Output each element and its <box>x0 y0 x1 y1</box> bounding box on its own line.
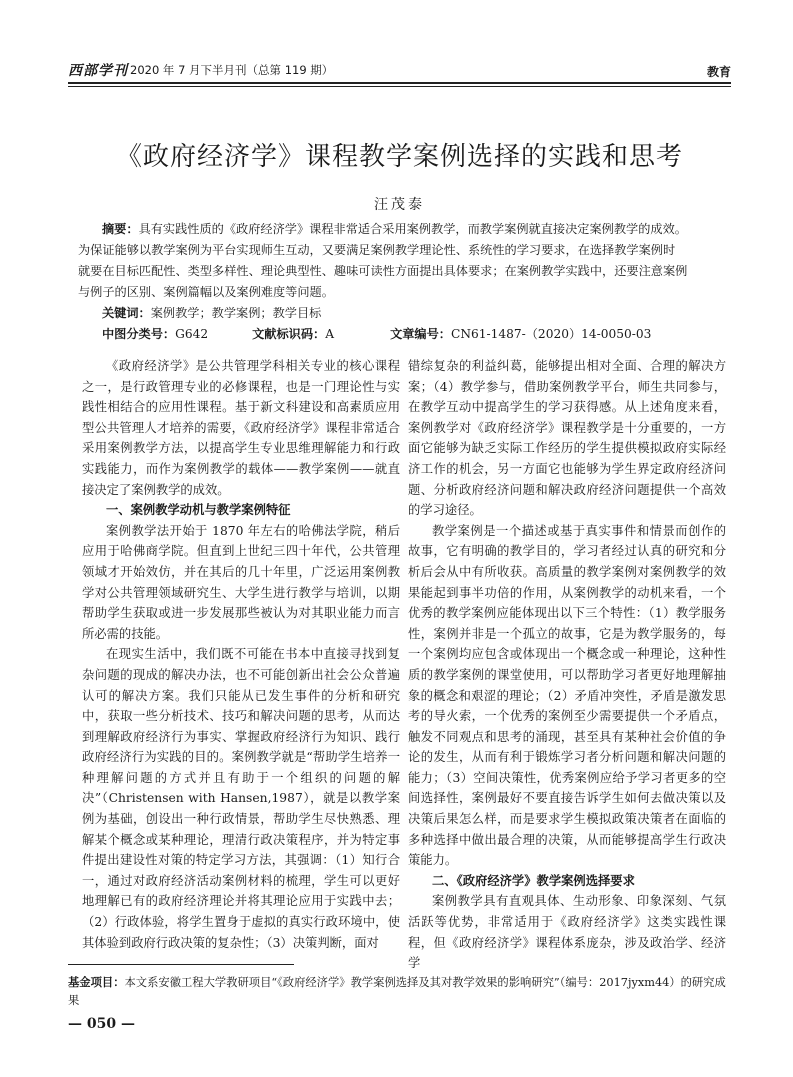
article-no-label: 文章编号： <box>390 327 451 341</box>
running-header <box>68 60 731 80</box>
keywords-line <box>78 303 721 324</box>
paragraph: 案例教学具有直观具体、生动形象、印象深刻、气氛活跃等优势，非常适用于《政府经济学》这类实践性课程，但《政府经济学》课程体系庞杂，涉及政治学、经济学 <box>408 894 726 971</box>
article-no-value: CN61-1487-（2020）14-0050-03 <box>451 327 652 341</box>
keywords-label: 关键词： <box>102 306 151 320</box>
footnote-rule <box>68 964 294 965</box>
abstract-line-3: 就要在目标匹配性、类型多样性、理论典型性、趣味可读性方面提出具体要求；在案例教学实践中，还要注意案例 <box>78 264 688 278</box>
abstract-label: 摘要： <box>102 222 139 236</box>
funding-footnote <box>68 974 731 1010</box>
paragraph: 错综复杂的利益纠葛，能够提出相对全面、合理的解决方案；（4）教学参与，借助案例教学平台，师生共同参与，在教学互动中提高学生的学习获得感。从上述角度来看，案例教学对《政府经济学》课程教学是十分重要的，一方面它能够为缺乏实际工作经历的学生提供模拟政府实际经济工作的机会，另一方面它也能够为学生界定政府经济问题、分析政府经济问题和解决政府经济问题提供一个高效的学习途径。 <box>408 359 726 518</box>
paragraph: 在现实生活中，我们既不可能在书本中直接寻找到复杂问题的现成的解决办法，也不可能创新出社会公众普遍认可的解决方案。我们只能从已发生事件的分析和研究中，获取一些分析技术、技巧和解决问题的思考，从而达到理解政府经济行为事实、掌握政府经济行为知识、践行政府经济行为实践的目的。案例教学就是“帮助学生培养一种理解问题的方式并且有助于一个组织的问题的解决”（Christensen with Hansen,1987），就是以教学案例为基础，创设出一种行政情景，帮助学生尽快熟悉、理解某个概念或某种理论，理清行政决策程序，并为特定事件提出建设性对策的特定学习方法，其强调：（1）知行合一，通过对政府经济活动案例材料的梳理，学生可以更好地理解已有的政府经济理论并将其理论应用于实践中去；（2）行政体验，将学生置身于虚拟的真实行政环境中，使其体验到政府行政决策的复杂性；（3）决策判断，面对 <box>82 647 400 950</box>
paragraph: 案例教学法开始于 1870 年左右的哈佛法学院，稍后应用于哈佛商学院。但直到上世纪三四十年代，公共管理领域才开始效仿，并在其后的几十年里，广泛运用案例教学对公共管理领域研究生、大学生进行教学与培训，以期帮助学生获取或进一步发展那些被认为对其职业能力而言所必需的技能。 <box>82 523 400 641</box>
issue-info: 2020 年 7 月下半月刊（总第 119 期） <box>130 63 334 77</box>
clc-value: G642 <box>175 327 209 341</box>
section-heading-1: 一、案例教学动机与教学案例特征 <box>106 503 291 518</box>
journal-logo: 西部学刊 <box>68 63 128 79</box>
page-number: — 050 — <box>68 1016 135 1032</box>
abstract-line-4: 与例子的区别、案例篇幅以及案例难度等问题。 <box>78 285 334 299</box>
section-heading-2: 二、《政府经济学》教学案例选择要求 <box>432 873 635 888</box>
doc-code-value: A <box>325 327 335 341</box>
paragraph: 《政府经济学》是公共管理学科相关专业的核心课程之一，是行政管理专业的必修课程，也是一门理论性与实践性相结合的应用性课程。基于新文科建设和高素质应用型公共管理人才培养的需要，《政府经济学》课程非常适合采用案例教学方法，以提高学生专业思维理解能力和行政实践能力，而作为案例教学的载体——教学案例——就直接决定了案例教学的成效。 <box>82 359 400 497</box>
classification-line <box>78 324 721 345</box>
funding-label: 基金项目： <box>68 976 125 989</box>
abstract-text-1: 具有实践性质的《政府经济学》课程非常适合采用案例教学，而教学案例就直接决定案例教学的成效。 <box>138 222 687 236</box>
header-rule-thick <box>68 82 731 84</box>
header-rule-thin <box>68 86 731 87</box>
author-name: 汪茂泰 <box>374 197 425 213</box>
clc-label: 中图分类号： <box>102 327 176 341</box>
paper-title: 《政府经济学》课程教学案例选择的实践和思考 <box>115 142 683 172</box>
doc-code-label: 文献标识码： <box>252 327 326 341</box>
abstract-line-2: 为保证能够以教学案例为平台实现师生互动，又要满足案例教学理论性、系统性的学习要求，在选择教学案例时 <box>78 243 676 257</box>
paragraph: 教学案例是一个描述或基于真实事件和情景而创作的故事，它有明确的教学目的，学习者经过认真的研究和分析后会从中有所收获。高质量的教学案例对案例教学的效果能起到事半功倍的作用，从案例教学的动机来看，一个优秀的教学案例应能体现出以下三个特性：（1）教学服务性，案例并非是一个孤立的故事，它是为教学服务的，每一个案例均应包含或体现出一个概念或一种理论，这种性质的教学案例的课堂使用，可以帮助学习者更好地理解抽象的概念和艰涩的理论；（2）矛盾冲突性，矛盾是激发思考的导火索，一个优秀的案例至少需要提供一个矛盾点，触发不同观点和思考的涌现，甚至具有某种社会价值的争论的发生，从而有利于锻炼学习者分析问题和解决问题的能力；（3）空间决策性，优秀案例应给予学习者更多的空间选择性，案例最好不要直接告诉学生如何去做决策以及决策后果怎么样，而是要求学生模拟政策决策者在面临的多种选择中做出最合理的决策，从而能够提高学生行政决策能力。 <box>408 523 726 868</box>
left-column <box>82 356 400 953</box>
abstract-line-1 <box>78 219 721 240</box>
abstract-block <box>78 219 721 345</box>
keywords-value: 案例教学；教学案例；教学目标 <box>150 306 322 320</box>
funding-text: 本文系安徽工程大学教研项目“《政府经济学》教学案例选择及其对教学效果的影响研究”（编号：2017jyxm44）的研究成果 <box>68 976 726 1007</box>
right-column <box>408 356 726 974</box>
section-label: 教育 <box>706 65 731 79</box>
